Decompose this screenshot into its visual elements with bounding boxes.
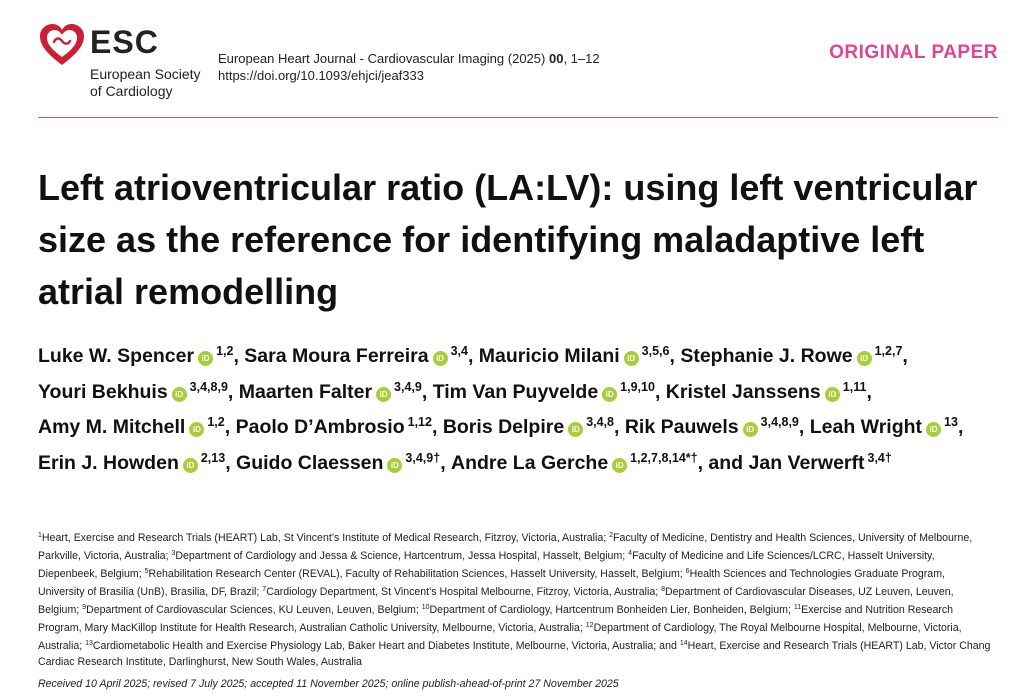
affiliation-number: 1 — [38, 532, 42, 539]
author-item — [810, 416, 964, 438]
author-name[interactable]: Paolo D’Ambrosio — [235, 416, 405, 438]
journal-citation — [218, 50, 600, 84]
author-name[interactable]: Maarten Falter — [238, 380, 373, 403]
affiliation-text: Cardiometabolic Health and Exercise Physiology Lab, Baker Heart and Diabetes Institute, Melbourne, Victoria, Australia; and — [92, 640, 680, 652]
affiliation-number: 3 — [171, 550, 176, 557]
affiliation-text: Department of Cardiology and Jessa & Science, Hartcentrum, Jessa Hospital, Hasselt, Belgium; — [175, 550, 629, 562]
author-item — [38, 416, 236, 438]
orcid-icon[interactable]: iD — [602, 387, 617, 402]
affiliation-item — [422, 604, 794, 616]
orcid-icon[interactable]: iD — [568, 422, 583, 437]
orcid-icon[interactable]: iD — [376, 387, 391, 402]
author-separator: , — [654, 380, 666, 403]
orcid-icon[interactable]: iD — [624, 351, 639, 366]
author-item — [236, 452, 451, 474]
author-separator: , — [431, 416, 443, 438]
orcid-icon[interactable]: iD — [825, 387, 840, 402]
author-separator: , — [227, 380, 239, 403]
affiliation-text: Health Sciences and Technologies Graduate Program, University of Brasilia (UnB), Brasilia, DF, Brazil; — [38, 568, 945, 598]
author-affiliation-marker: 1,2,7 — [874, 344, 903, 358]
author-affiliation-marker: 3,4,8,9 — [760, 415, 799, 429]
header-divider — [38, 117, 998, 118]
affiliation-number: 2 — [609, 532, 614, 539]
affiliation-item — [38, 532, 609, 544]
author-separator: , — [957, 416, 964, 438]
affiliation-item — [145, 568, 686, 580]
affiliation-number: 13 — [85, 640, 93, 647]
author-affiliation-marker: 1,2 — [207, 415, 225, 429]
author-separator: , and — [697, 451, 749, 474]
author-item — [666, 381, 872, 403]
author-affiliation-marker: 1,2 — [216, 344, 234, 358]
orcid-icon[interactable]: iD — [857, 351, 872, 366]
orcid-icon[interactable]: iD — [183, 458, 198, 473]
author-affiliation-marker: 13 — [944, 415, 958, 429]
affiliation-number: 12 — [585, 622, 594, 629]
affiliation-item — [85, 640, 680, 652]
author-item — [236, 416, 443, 438]
paper-type-label: ORIGINAL PAPER — [829, 42, 998, 63]
author-item — [749, 452, 892, 474]
author-affiliation-marker: 3,4,9 — [394, 379, 422, 394]
author-item — [38, 452, 236, 474]
author-affiliation-marker: 1,2,7,8,14*† — [630, 450, 698, 465]
affiliation-number: 11 — [793, 604, 802, 611]
author-item — [479, 345, 681, 367]
esc-society-name — [90, 66, 201, 100]
affiliation-text: Department of Cardiology, The Royal Melbourne Hospital, Melbourne, Victoria, Australia; — [38, 622, 962, 652]
author-affiliation-marker: 3,5,6 — [641, 344, 670, 358]
society-line-2: of Cardiology — [90, 83, 173, 99]
article-title: Left atrioventricular ratio (LA:LV): using left ventricular size as the reference for identifying maladaptive left atrial remodelling — [38, 167, 978, 312]
affiliation-text: Department of Cardiovascular Sciences, KU Leuven, Leuven, Belgium; — [86, 604, 422, 616]
author-name[interactable]: Sara Moura Ferreira — [244, 345, 429, 367]
author-separator: , — [614, 416, 625, 438]
affiliation-item — [171, 550, 628, 562]
author-affiliation-marker: 1,12 — [407, 415, 432, 429]
author-name[interactable]: Amy M. Mitchell — [38, 416, 186, 438]
author-affiliation-marker: 3,4,9† — [405, 450, 441, 465]
author-item — [244, 345, 479, 367]
author-list — [38, 336, 998, 478]
orcid-icon[interactable]: iD — [189, 422, 204, 437]
affiliation-text: Department of Cardiology, Hartcentrum Bonheiden Lier, Bonheiden, Belgium; — [429, 604, 794, 616]
author-affiliation-marker: 3,4 — [450, 344, 468, 358]
author-affiliation-marker: 1,11 — [842, 379, 867, 394]
author-name[interactable]: Rik Pauwels — [624, 416, 739, 438]
author-separator: , — [440, 451, 452, 474]
author-separator: , — [467, 345, 479, 367]
author-name[interactable]: Tim Van Puyvelde — [432, 380, 599, 403]
author-affiliation-marker: 3,4,8 — [586, 415, 614, 429]
affiliation-number: 14 — [679, 640, 688, 647]
affiliation-number: 4 — [628, 550, 633, 557]
author-name[interactable]: Jan Verwerft — [748, 451, 865, 474]
orcid-icon[interactable]: iD — [172, 387, 187, 402]
heart-logo-icon — [38, 22, 86, 70]
author-name[interactable]: Kristel Janssens — [665, 380, 821, 403]
article-header — [0, 0, 1024, 118]
author-item — [38, 345, 244, 367]
author-affiliation-marker: 1,9,10 — [620, 379, 655, 394]
orcid-icon[interactable]: iD — [743, 422, 758, 437]
author-separator: , — [224, 416, 236, 438]
affiliation-item — [82, 604, 422, 616]
affiliation-text: Faculty of Medicine and Life Sciences/LCRC, Hasselt University, Diepenbeek, Belgium; — [38, 550, 935, 580]
journal-pages: , 1–12 — [563, 51, 600, 66]
orcid-icon[interactable]: iD — [433, 351, 448, 366]
author-separator: , — [233, 345, 245, 367]
affiliation-text: Rehabilitation Research Center (REVAL), Faculty of Rehabilitation Sciences, Hasselt University, Hasselt, Belgium; — [148, 568, 686, 580]
author-item — [239, 381, 433, 403]
affiliation-number: 9 — [82, 604, 87, 611]
orcid-icon[interactable]: iD — [387, 458, 402, 473]
affiliation-text: Faculty of Medicine, Dentistry and Health Sciences, University of Melbourne, Parkville, Victoria, Australia; — [38, 532, 973, 562]
author-separator: , — [225, 451, 237, 474]
journal-volume: 00 — [548, 51, 564, 66]
author-item — [451, 452, 748, 474]
orcid-icon[interactable]: iD — [926, 422, 941, 437]
author-name[interactable]: Andre La Gerche — [451, 451, 609, 474]
affiliation-text: Cardiology Department, St Vincent’s Hospital Melbourne, Fitzroy, Victoria, Australia; — [266, 586, 662, 598]
author-item — [625, 416, 810, 438]
author-name[interactable]: Leah Wright — [809, 416, 923, 438]
received-dates: Received 10 April 2025; revised 7 July 2025; accepted 11 November 2025; online publish-ahead-of-print 27 November 2025 — [38, 678, 619, 690]
author-item — [680, 345, 908, 367]
doi-link[interactable]: https://doi.org/10.1093/ehjci/jeaf333 — [218, 68, 424, 83]
author-affiliation-marker: 3,4† — [867, 450, 892, 465]
affiliation-number: 6 — [685, 568, 690, 575]
orcid-icon[interactable]: iD — [198, 351, 213, 366]
affiliation-number: 8 — [661, 586, 666, 593]
author-name[interactable]: Guido Claessen — [236, 451, 384, 474]
author-affiliation-marker: 3,4,8,9 — [189, 379, 228, 394]
author-item — [38, 381, 239, 403]
author-affiliation-marker: 2,13 — [200, 450, 226, 465]
esc-brand: ESC — [90, 24, 159, 60]
author-name[interactable]: Youri Bekhuis — [38, 380, 168, 403]
affiliation-text: Department of Cardiovascular Diseases, UZ Leuven, Leuven, Belgium; — [38, 586, 954, 616]
esc-logo[interactable] — [38, 22, 213, 102]
journal-line — [218, 50, 600, 67]
author-name[interactable]: Luke W. Spencer — [38, 345, 195, 367]
author-item — [433, 381, 666, 403]
affiliation-item — [262, 586, 661, 598]
affiliation-number: 7 — [262, 586, 267, 593]
author-separator: , — [866, 380, 872, 403]
affiliation-text: Exercise and Nutrition Research Program, Mary MacKillop Institute for Health Research, Australian Catholic University, Melbourne, Victoria, Australia; — [38, 604, 954, 634]
author-separator: , — [669, 345, 681, 367]
author-name[interactable]: Mauricio Milani — [478, 345, 620, 367]
affiliation-number: 10 — [421, 604, 430, 611]
society-line-1: European Society — [90, 66, 201, 82]
author-separator: , — [798, 416, 810, 438]
author-name[interactable]: Erin J. Howden — [38, 451, 179, 474]
affiliations — [38, 528, 993, 670]
author-separator: , — [902, 345, 908, 367]
author-item — [443, 416, 625, 438]
affiliation-text: Heart, Exercise and Research Trials (HEART) Lab, Victor Chang Cardiac Research Institute, Darlinghurst, New South Wales, Australia — [38, 640, 991, 668]
orcid-icon[interactable]: iD — [612, 458, 627, 473]
affiliation-number: 5 — [144, 568, 149, 575]
author-separator: , — [421, 380, 433, 403]
author-name[interactable]: Boris Delpire — [442, 416, 565, 438]
journal-name: European Heart Journal - Cardiovascular Imaging (2025) — [218, 51, 546, 66]
affiliation-text: Heart, Exercise and Research Trials (HEART) Lab, St Vincent’s Institute of Medical Research, Fitzroy, Victoria, Australia; — [41, 532, 610, 544]
author-name[interactable]: Stephanie J. Rowe — [680, 345, 853, 367]
